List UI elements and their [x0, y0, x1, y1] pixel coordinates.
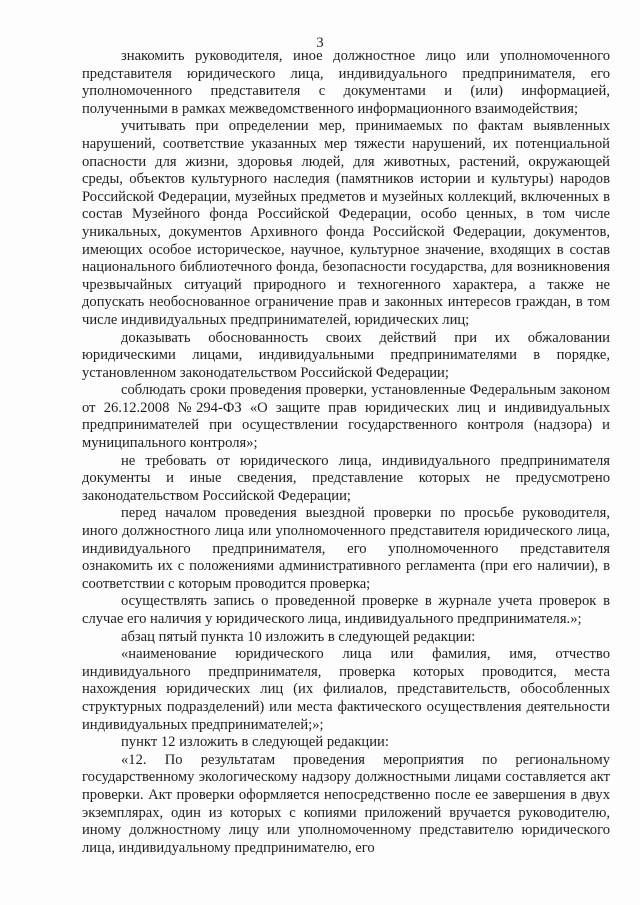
page-number: 3	[316, 35, 324, 51]
paragraph-familiarize-regulation: перед началом проведения выездной проверки по просьбе руководителя, иного должностного лица или уполномоченного представителя юридического лица, индивидуального предпринимателя, его уполномоченного представителя ознакомить их с положениями административного регламента (при его наличии), в соответствии с которым проводится проверка;	[82, 505, 610, 592]
paragraph-not-require-documents: не требовать от юридического лица, индивидуального предпринимателя документы и иные сведения, представление которых не предусмотрено законодательством Российской Федерации;	[82, 452, 610, 504]
paragraph-amend-clause-10: абзац пятый пункта 10 изложить в следующей редакции:	[121, 628, 476, 645]
paragraph-prove-validity: доказывать обоснованность своих действий при их обжаловании юридическими лицами, индивидуальными предпринимателями в порядке, установленном законодательством Российской Федерации;	[82, 329, 610, 381]
document-body	[82, 48, 610, 857]
paragraph-amend-clause-12: пункт 12 изложить в следующей редакции:	[121, 734, 389, 751]
paragraph-observe-deadlines: соблюдать сроки проведения проверки, установленные Федеральным законом от 26.12.2008 №294-ФЗ «О защите прав юридических лиц и индивидуальных предпринимателей при осуществлении государственного контроля (надзора) и муниципального контроля»;	[82, 382, 610, 452]
paragraph-acquaint-with-documents: знакомить руководителя, иное должностное лицо или уполномоченного представителя юридического лица, индивидуального предпринимателя, его уполномоченного представителя с документами и (или) информацией, полученными в рамках межведомственного информационного взаимодействия;	[82, 48, 610, 117]
paragraph-consider-measures: учитывать при определении мер, принимаемых по фактам выявленных нарушений, соответствие указанных мер тяжести нарушений, их потенциальной опасности для жизни, здоровья людей, для животных, растений, окружающей среды, объектов культурного наследия (памятников истории и культуры) народов Российской Федерации, музейных предметов и музейных коллекций, включенных в состав Музейного фонда Российской Федерации, особо ценных, в том числе уникальных, документов Архивного фонда Российской Федерации, документов, имеющих особое историческое, научное, культурное значение, входящих в состав национального библиотечного фонда, безопасности государства, для возникновения чрезвычайных ситуаций природного и техногенного характера, а также не допускать необоснованное ограничение прав и законных интересов граждан, в том числе индивидуальных предпринимателей, юридических лиц;	[82, 118, 610, 328]
paragraph-clause-12-text: «12. По результатам проведения мероприятия по региональному государственному экологическому надзору должностными лицами составляется акт проверки. Акт проверки оформляется непосредственно после ее завершения в двух экземплярах, один из которых с копиями приложений вручается руководителю, иному должностному лицу или уполномоченному представителю юридического лица, индивидуальному предпринимателю, его	[82, 751, 610, 856]
paragraph-clause-10-text: «наименование юридического лица или фамилия, имя, отчество индивидуального предпринимателя, проверка которых проводится, места нахождения юридических лиц (их филиалов, представительств, обособленных структурных подразделений) или места фактического осуществления деятельности индивидуальных предпринимателей;»;	[82, 646, 610, 733]
paragraph-inspection-journal: осуществлять запись о проведенной проверке в журнале учета проверок в случае его наличия у юридического лица, индивидуального предпринимателя.»;	[82, 593, 610, 627]
